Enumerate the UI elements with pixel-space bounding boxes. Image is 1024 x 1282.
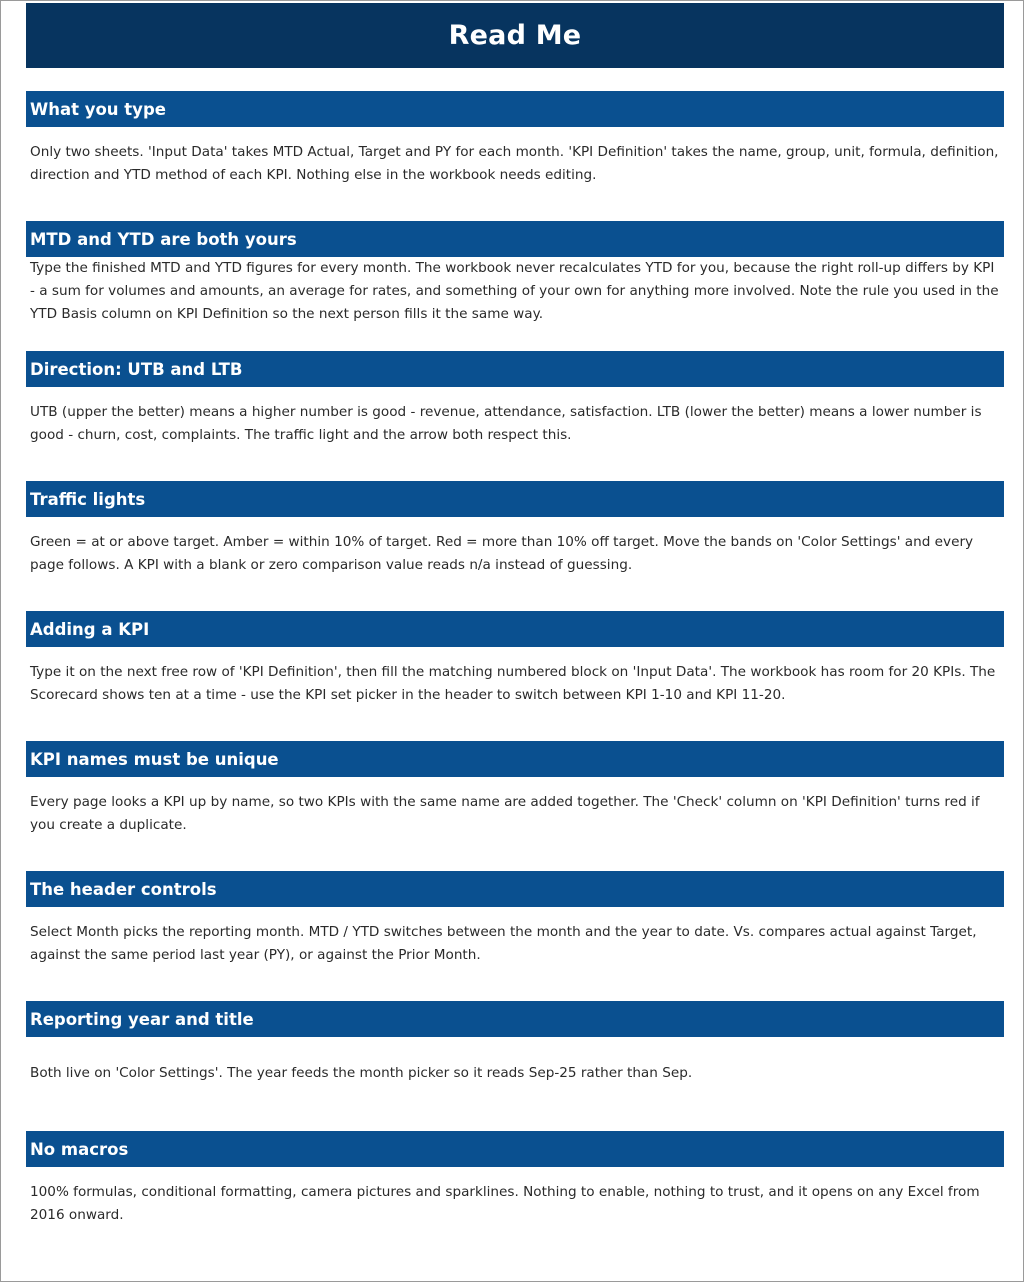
section-body-text: UTB (upper the better) means a higher number is good - revenue, attendance, satisfaction. LTB (lower the better) means a lower number is good - churn, cost, complaints. The traffic light and the arrow both respect this. [30, 404, 982, 443]
section-header [26, 871, 1004, 907]
section-unique-names [26, 741, 1004, 837]
section-heading: Direction: UTB and LTB [30, 359, 243, 379]
section-heading: MTD and YTD are both yours [30, 229, 297, 249]
section-header [26, 1001, 1004, 1037]
section-header [26, 221, 1004, 257]
section-adding-kpi [26, 611, 1004, 707]
section-heading: Reporting year and title [30, 1009, 254, 1029]
section-reporting-year [26, 1001, 1004, 1085]
section-mtd-ytd [26, 221, 1004, 326]
section-header [26, 741, 1004, 777]
section-heading: KPI names must be unique [30, 749, 279, 769]
section-body-text: Green = at or above target. Amber = within 10% of target. Red = more than 10% off target. Move the bands on 'Color Settings' and every page follows. A KPI with a blank or zero comparison value reads n/a instead of guessing. [30, 534, 974, 573]
section-body-text: 100% formulas, conditional formatting, camera pictures and sparklines. Nothing to enable, nothing to trust, and it opens on any Excel from 2016 onward. [30, 1184, 980, 1223]
section-direction [26, 351, 1004, 447]
section-header [26, 91, 1004, 127]
section-what-you-type [26, 91, 1004, 187]
section-heading: No macros [30, 1139, 129, 1159]
section-no-macros [26, 1131, 1004, 1227]
section-heading: Adding a KPI [30, 619, 150, 639]
section-body-text: Every page looks a KPI up by name, so two KPIs with the same name are added together. The 'Check' column on 'KPI Definition' turns red if you create a duplicate. [30, 794, 980, 833]
section-header [26, 1131, 1004, 1167]
page-title: Read Me [448, 20, 582, 51]
section-body-text: Both live on 'Color Settings'. The year feeds the month picker so it reads Sep-25 rather than Sep. [30, 1065, 693, 1081]
section-traffic-lights [26, 481, 1004, 577]
section-body-text: Only two sheets. 'Input Data' takes MTD Actual, Target and PY for each month. 'KPI Definition' takes the name, group, unit, formula, definition, direction and YTD method of each KPI. Nothing else in the workbook needs editing. [30, 144, 999, 183]
section-header [26, 351, 1004, 387]
section-body-text: Type the finished MTD and YTD figures for every month. The workbook never recalculates YTD for you, because the right roll-up differs by KPI - a sum for volumes and amounts, an average for rates, and something of your own for anything more involved. Note the rule you used in the YTD Basis column on KPI Definition so the next person fills it the same way. [30, 260, 999, 322]
section-heading: Traffic lights [30, 489, 146, 509]
section-header-controls [26, 871, 1004, 967]
section-header [26, 481, 1004, 517]
section-body-text: Select Month picks the reporting month. MTD / YTD switches between the month and the year to date. Vs. compares actual against Target, against the same period last year (PY), or against the Prior Month. [30, 924, 977, 963]
section-body-text: Type it on the next free row of 'KPI Definition', then fill the matching numbered block on 'Input Data'. The workbook has room for 20 KPIs. The Scorecard shows ten at a time - use the KPI set picker in the header to switch between KPI 1-10 and KPI 11-20. [30, 664, 996, 703]
title-banner [26, 3, 1004, 68]
section-header [26, 611, 1004, 647]
section-heading: What you type [30, 99, 166, 119]
section-heading: The header controls [30, 879, 217, 899]
